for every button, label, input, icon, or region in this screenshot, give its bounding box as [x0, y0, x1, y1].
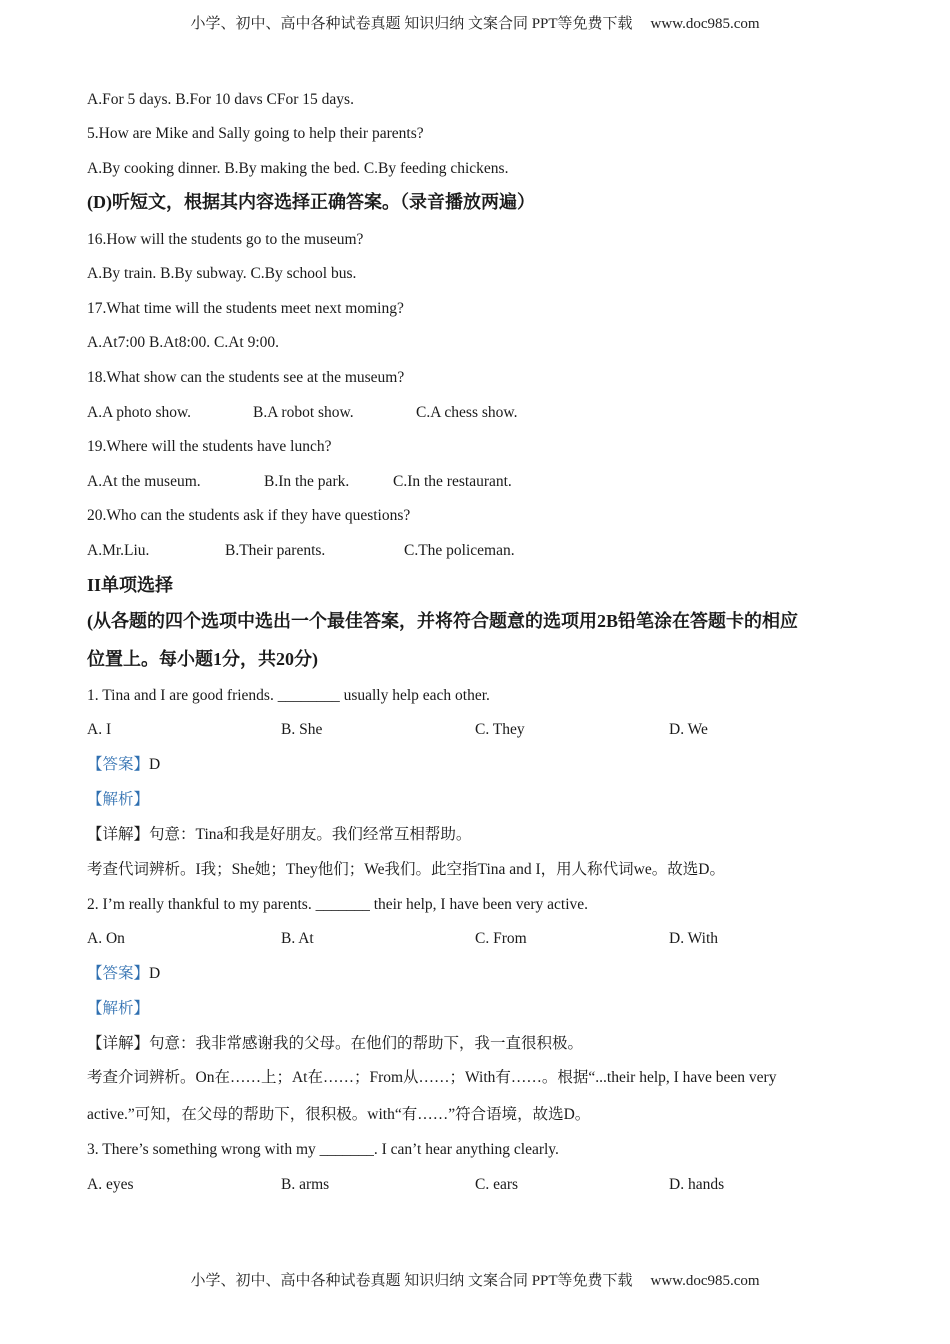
q3-option-b: B. arms: [281, 1176, 330, 1193]
page-header: [0, 12, 950, 33]
q18-options: [87, 403, 787, 423]
q19-option-a: A.At the museum.: [87, 473, 201, 490]
section2-instructions-1: (从各题的四个选项中选出一个最佳答案，并将符合题意的选项用2B铅笔涂在答题卡的相应: [87, 611, 798, 631]
q1-detail-text: 句意：Tina和我是好朋友。我们经常互相帮助。: [149, 826, 472, 843]
section-d-heading: (D)听短文，根据其内容选择正确答案。（录音播放两遍）: [87, 192, 535, 212]
q3-option-c: C. ears: [475, 1176, 519, 1193]
q17-options: A.At7:00 B.At8:00. C.At 9:00.: [87, 334, 280, 351]
q1-answer-value: D: [149, 756, 161, 773]
q2-detail: [87, 1034, 583, 1054]
q1-answer-label: 【答案】: [87, 756, 150, 773]
q2-answer-label: 【答案】: [87, 965, 150, 982]
q2-options: [87, 929, 847, 949]
footer-text: 小学、初中、高中各种试卷真题 知识归纳 文案合同 PPT等免费下载: [190, 1273, 633, 1289]
q2-option-a: A. On: [87, 930, 125, 947]
q1-detail-label: 【详解】: [87, 826, 150, 843]
footer-site: www.doc985.com: [650, 1273, 760, 1289]
q19-stem: 19.Where will the students have lunch?: [87, 438, 332, 455]
header-site: www.doc985.com: [650, 16, 760, 32]
q19-option-c: C.In the restaurant.: [393, 473, 512, 490]
q19-options: [87, 472, 787, 492]
q18-option-a: A.A photo show.: [87, 404, 192, 421]
q17-stem: 17.What time will the students meet next moming?: [87, 300, 404, 317]
q20-option-b: B.Their parents.: [225, 542, 326, 559]
q18-stem: 18.What show can the students see at the museum?: [87, 369, 405, 386]
q1-explanation: 考查代词辨析。I我；She她；They他们；We我们。此空指Tina and I，用人称代词we。故选D。: [87, 861, 725, 878]
q2-option-d: D. With: [669, 930, 719, 947]
section2-title: II单项选择: [87, 575, 174, 595]
q2-answer-value: D: [149, 965, 161, 982]
q1-stem: 1. Tina and I are good friends. ________ usually help each other.: [87, 687, 490, 704]
q20-options: [87, 541, 787, 561]
q1-options: [87, 720, 847, 740]
q2-analysis-label: 【解析】: [87, 1000, 150, 1017]
q1-answer: [87, 755, 160, 775]
section2-instructions-2: 位置上。每小题1分，共20分): [87, 649, 318, 669]
q2-option-c: C. From: [475, 930, 527, 947]
q18-option-c: C.A chess show.: [416, 404, 518, 421]
q20-stem: 20.Who can the students ask if they have questions?: [87, 507, 411, 524]
q3-option-a: A. eyes: [87, 1176, 134, 1193]
q16-options: A.By train. B.By subway. C.By school bus.: [87, 265, 357, 282]
q4-options: A.For 5 days. B.For 10 davs CFor 15 days.: [87, 91, 354, 108]
q2-answer: [87, 964, 160, 984]
q18-option-b: B.A robot show.: [253, 404, 354, 421]
q19-option-b: B.In the park.: [264, 473, 350, 490]
q16-stem: 16.How will the students go to the museum?: [87, 231, 364, 248]
q1-option-c: C. They: [475, 721, 525, 738]
q1-option-a: A. I: [87, 721, 112, 738]
q2-explanation-1: 考查介词辨析。On在……上；At在……；From从……；With有……。根据“...their help, I have been very: [87, 1069, 777, 1086]
q2-explanation-2: active.”可知，在父母的帮助下，很积极。with“有……”符合语境，故选D。: [87, 1106, 591, 1123]
q2-stem: 2. I’m really thankful to my parents. _______ their help, I have been very active.: [87, 896, 589, 913]
q20-option-c: C.The policeman.: [404, 542, 515, 559]
q2-option-b: B. At: [281, 930, 314, 947]
page-footer: [0, 1269, 950, 1290]
q5-options: A.By cooking dinner. B.By making the bed. C.By feeding chickens.: [87, 160, 509, 177]
q1-analysis-label: 【解析】: [87, 791, 150, 808]
q3-options: [87, 1175, 847, 1195]
q1-detail: [87, 825, 471, 845]
q1-option-b: B. She: [281, 721, 323, 738]
q3-stem: 3. There’s something wrong with my _______. I can’t hear anything clearly.: [87, 1141, 559, 1158]
header-text: 小学、初中、高中各种试卷真题 知识归纳 文案合同 PPT等免费下载: [190, 16, 633, 32]
q20-option-a: A.Mr.Liu.: [87, 542, 150, 559]
q2-detail-text: 句意：我非常感谢我的父母。在他们的帮助下，我一直很积极。: [149, 1035, 584, 1052]
q1-option-d: D. We: [669, 721, 708, 738]
q3-option-d: D. hands: [669, 1176, 725, 1193]
q5-stem: 5.How are Mike and Sally going to help their parents?: [87, 125, 424, 142]
q2-detail-label: 【详解】: [87, 1035, 150, 1052]
